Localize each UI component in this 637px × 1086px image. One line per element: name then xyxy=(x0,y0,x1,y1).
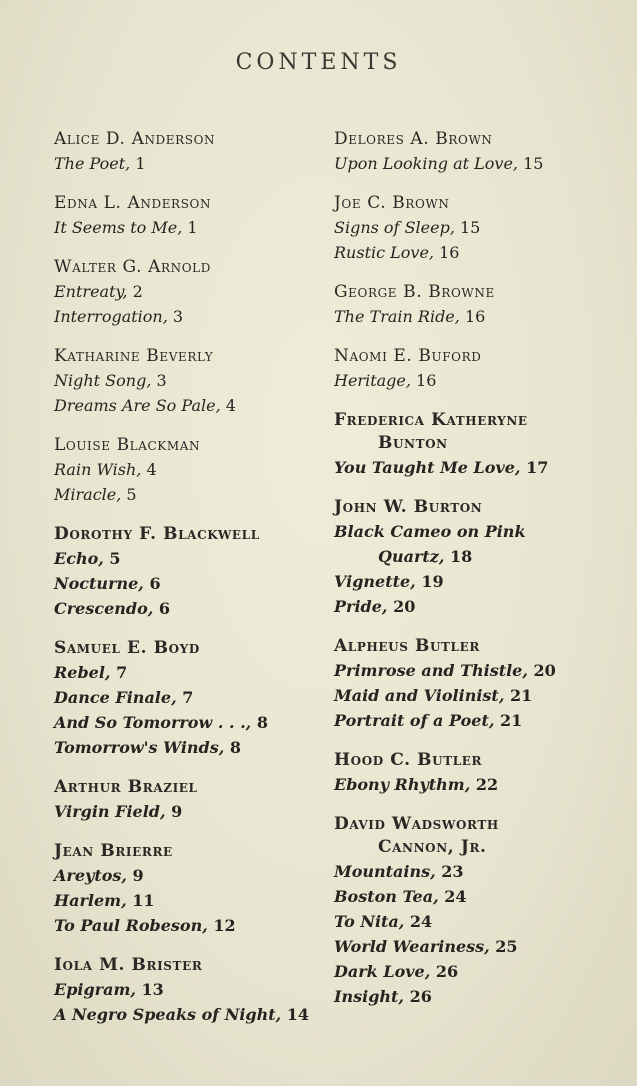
contents-entry xyxy=(54,776,324,824)
contents-entry xyxy=(54,954,324,1027)
page-number: 6 xyxy=(158,599,171,618)
page-number: 23 xyxy=(441,862,464,881)
page-number: 17 xyxy=(526,458,549,477)
poem-title: To Nita, xyxy=(334,912,405,931)
contents-entry xyxy=(334,128,634,176)
page-number: 7 xyxy=(116,663,128,682)
poem-title: Crescendo, xyxy=(54,599,154,618)
poem-entry xyxy=(54,685,324,710)
author-name-text: Edna L. Anderson xyxy=(54,193,212,213)
poem-title: Miracle, xyxy=(54,485,122,504)
poem-entry xyxy=(334,909,634,934)
poem-title: Portrait of a Poet, xyxy=(334,711,495,730)
author-name-text: Delores A. Brown xyxy=(334,129,493,149)
page-number: 25 xyxy=(495,937,518,956)
page-number: 13 xyxy=(141,980,164,999)
poem-title: World Weariness, xyxy=(334,937,490,956)
author-name-text: Katharine Beverly xyxy=(54,346,214,366)
author-name-text: Louise Blackman xyxy=(54,435,201,455)
poem-entry xyxy=(334,519,634,569)
author-name xyxy=(54,128,324,151)
poem-title: And So Tomorrow . . ., xyxy=(54,713,252,732)
contents-entry xyxy=(334,281,634,329)
contents-entry xyxy=(54,840,324,938)
poem-entry xyxy=(334,594,634,619)
poem-entry xyxy=(334,569,634,594)
poem-entry xyxy=(334,683,634,708)
page-number: 16 xyxy=(416,371,437,390)
poem-entry xyxy=(54,799,324,824)
poem-title: Dreams Are So Pale, xyxy=(54,396,221,415)
contents-entry xyxy=(334,635,634,733)
page-number: 20 xyxy=(393,597,416,616)
page-number: 11 xyxy=(132,891,155,910)
author-name xyxy=(54,256,324,279)
poem-entry xyxy=(334,984,634,1009)
contents-entry xyxy=(334,192,634,265)
poem-entry xyxy=(54,660,324,685)
contents-entry xyxy=(54,637,324,760)
poem-entry xyxy=(54,888,324,913)
contents-column-left xyxy=(54,128,324,1043)
poem-title: Night Song, xyxy=(54,371,152,390)
author-name-text: Iola M. Brister xyxy=(54,955,203,975)
poem-title: Ebony Rhythm, xyxy=(334,775,471,794)
contents-entry xyxy=(334,813,634,1009)
poem-entry xyxy=(334,658,634,683)
page-number: 1 xyxy=(135,154,146,173)
author-name xyxy=(334,635,634,658)
poem-entry xyxy=(334,934,634,959)
poem-entry xyxy=(334,240,634,265)
author-name xyxy=(54,776,324,799)
page-number: 15 xyxy=(523,154,544,173)
page-number: 14 xyxy=(286,1005,310,1024)
poem-title: Dance Finale, xyxy=(54,688,177,707)
author-name xyxy=(334,281,634,304)
author-name-text: Jean Brierre xyxy=(54,841,173,861)
poem-title: Rustic Love, xyxy=(334,243,435,262)
poem-entry xyxy=(334,884,634,909)
poem-title: Insight, xyxy=(334,987,404,1006)
author-name xyxy=(54,192,324,215)
poem-entry xyxy=(54,863,324,888)
poem-title: Epigram, xyxy=(54,980,136,999)
poem-title: Rain Wish, xyxy=(54,460,142,479)
page-number: 18 xyxy=(450,547,473,566)
page-number: 20 xyxy=(533,661,556,680)
poem-title: You Taught Me Love, xyxy=(334,458,521,477)
author-name xyxy=(334,192,634,215)
author-name xyxy=(54,434,324,457)
poem-entry xyxy=(54,735,324,760)
author-name xyxy=(334,128,634,151)
poem-title: Signs of Sleep, xyxy=(334,218,455,237)
page-number: 16 xyxy=(439,243,460,262)
poem-entry xyxy=(334,304,634,329)
poem-entry xyxy=(334,455,634,480)
author-name-text: Naomi E. Buford xyxy=(334,346,482,366)
poem-title: The Train Ride, xyxy=(334,307,460,326)
page-number: 12 xyxy=(213,916,236,935)
page-number: 24 xyxy=(444,887,467,906)
poem-title: It Seems to Me, xyxy=(54,218,183,237)
poem-title: Black Cameo on Pink xyxy=(334,522,526,541)
poem-entry xyxy=(54,710,324,735)
page-number: 1 xyxy=(187,218,198,237)
poem-entry xyxy=(334,959,634,984)
poem-title: Harlem, xyxy=(54,891,127,910)
contents-entry xyxy=(334,496,634,619)
poem-entry xyxy=(334,151,634,176)
page-number: 24 xyxy=(409,912,433,931)
poem-title: Virgin Field, xyxy=(54,802,166,821)
page-number: 9 xyxy=(171,802,183,821)
page-number: 15 xyxy=(460,218,481,237)
poem-title: Heritage, xyxy=(334,371,411,390)
page-number: 8 xyxy=(229,738,242,757)
page-number: 26 xyxy=(409,987,432,1006)
poem-title: Pride, xyxy=(334,597,388,616)
author-name xyxy=(54,345,324,368)
page-number: 2 xyxy=(132,282,143,301)
contents-entry xyxy=(334,749,634,797)
page-number: 21 xyxy=(509,686,533,705)
author-name-text: Arthur Braziel xyxy=(54,777,198,797)
contents-entry xyxy=(54,345,324,418)
author-name-text: Joe C. Brown xyxy=(334,193,450,213)
poem-entry xyxy=(54,977,324,1002)
author-name xyxy=(334,345,634,368)
poem-entry xyxy=(54,571,324,596)
author-name xyxy=(334,496,634,519)
page-number: 4 xyxy=(146,460,157,479)
contents-entry xyxy=(54,523,324,621)
poem-title: Nocturne, xyxy=(54,574,144,593)
page-number: 26 xyxy=(435,962,459,981)
poem-title: Areytos, xyxy=(54,866,127,885)
page-number: 4 xyxy=(225,396,236,415)
poem-title: Echo, xyxy=(54,549,104,568)
author-name xyxy=(334,409,634,455)
page-number: 19 xyxy=(421,572,444,591)
poem-entry xyxy=(54,546,324,571)
page-number: 6 xyxy=(149,574,161,593)
poem-title: Upon Looking at Love, xyxy=(334,154,518,173)
page-number: 3 xyxy=(156,371,167,390)
author-name-text: David Wadsworth xyxy=(334,814,499,834)
poem-title-continued: Quartz, xyxy=(378,547,445,566)
poem-title: The Poet, xyxy=(54,154,131,173)
poem-title: To Paul Robeson, xyxy=(54,916,208,935)
author-name-continued: Bunton xyxy=(378,433,448,453)
poem-entry xyxy=(54,913,324,938)
poem-title: Entreaty, xyxy=(54,282,128,301)
page-number: 16 xyxy=(464,307,486,326)
page-number: 5 xyxy=(109,549,121,568)
author-name xyxy=(54,954,324,977)
author-name-text: Samuel E. Boyd xyxy=(54,638,200,658)
page-number: 5 xyxy=(126,485,137,504)
contents-entry xyxy=(54,192,324,240)
contents-entry xyxy=(54,128,324,176)
poem-entry xyxy=(54,368,324,393)
author-name xyxy=(54,637,324,660)
author-name-continued: Cannon, Jr. xyxy=(378,837,487,857)
author-name-text: Alice D. Anderson xyxy=(54,129,216,149)
page-number: 21 xyxy=(499,711,523,730)
author-name xyxy=(334,813,634,859)
author-name-text: George B. Browne xyxy=(334,282,495,302)
page-number: 8 xyxy=(256,713,268,732)
poem-entry xyxy=(54,1002,324,1027)
author-name-text: Frederica Katheryne xyxy=(334,410,528,430)
poem-entry xyxy=(54,596,324,621)
page-number: 22 xyxy=(475,775,499,794)
contents-entry xyxy=(334,345,634,393)
page-number: 9 xyxy=(132,866,144,885)
poem-title: Rebel, xyxy=(54,663,111,682)
contents-entry xyxy=(54,434,324,507)
poem-title: Mountains, xyxy=(334,862,436,881)
page-title: CONTENTS xyxy=(235,50,402,75)
contents-column-right xyxy=(334,128,634,1025)
poem-title: Tomorrow's Winds, xyxy=(54,738,225,757)
page-number: 7 xyxy=(182,688,194,707)
author-name-text: John W. Burton xyxy=(334,497,483,517)
poem-title: Dark Love, xyxy=(334,962,431,981)
poem-entry xyxy=(334,859,634,884)
poem-entry xyxy=(54,393,324,418)
author-name-text: Dorothy F. Blackwell xyxy=(54,524,260,544)
author-name-text: Walter G. Arnold xyxy=(54,257,211,277)
poem-title: Primrose and Thistle, xyxy=(334,661,528,680)
poem-entry xyxy=(334,368,634,393)
poem-title: Interrogation, xyxy=(54,307,168,326)
poem-entry xyxy=(54,457,324,482)
poem-title-continued-line xyxy=(334,544,634,569)
poem-entry xyxy=(54,304,324,329)
poem-entry xyxy=(54,215,324,240)
poem-entry xyxy=(54,482,324,507)
poem-entry xyxy=(54,151,324,176)
author-name xyxy=(334,749,634,772)
poem-title: Boston Tea, xyxy=(334,887,439,906)
author-name-text: Alpheus Butler xyxy=(334,636,480,656)
author-name xyxy=(54,523,324,546)
poem-title: Vignette, xyxy=(334,572,416,591)
page-number: 3 xyxy=(172,307,184,326)
author-name xyxy=(54,840,324,863)
author-name-text: Hood C. Butler xyxy=(334,750,483,770)
contents-entry xyxy=(54,256,324,329)
poem-entry xyxy=(54,279,324,304)
poem-entry xyxy=(334,708,634,733)
contents-entry xyxy=(334,409,634,480)
poem-entry xyxy=(334,772,634,797)
poem-title: A Negro Speaks of Night, xyxy=(54,1005,282,1024)
poem-entry xyxy=(334,215,634,240)
poem-title: Maid and Violinist, xyxy=(334,686,505,705)
